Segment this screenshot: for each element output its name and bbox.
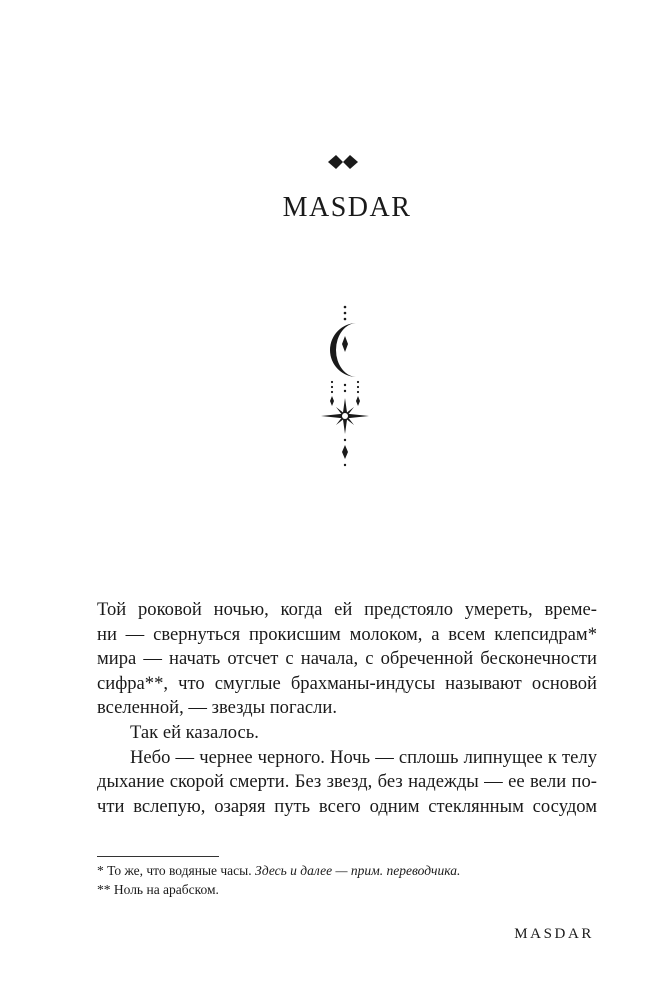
crescent-moon-star-icon — [305, 300, 385, 475]
footnote-1-note: Здесь и далее — прим. переводчика. — [255, 863, 461, 878]
footnote-divider — [97, 856, 219, 857]
footnote-1-text: * То же, что водяные часы. — [97, 863, 255, 878]
text-line: Той роковой ночью, когда ей предстояло умереть, време- — [97, 599, 597, 620]
chapter-title: MASDAR — [282, 192, 412, 223]
text-line: Так ей казалось. — [130, 721, 259, 743]
body-text — [97, 598, 597, 819]
double-diamond-icon — [326, 152, 360, 172]
text-line: чти вслепую, озаряя путь всего одним стеклянным сосудом — [97, 795, 597, 817]
footnote-2: ** Ноль на арабском. — [97, 882, 219, 897]
text-line: Небо — чернее черного. Ночь — сплошь липнущее к телу — [130, 746, 597, 768]
text-line: сифра**, что смуглые брахманы-индусы называют основой — [97, 672, 597, 694]
text-line: мира — начать отсчет с начала, с обреченной бесконечности — [97, 648, 597, 670]
text-line: дыхание скорой смерти. Без звезд, без надежды — ее вели по- — [97, 771, 597, 793]
footnotes — [97, 861, 597, 899]
text-line: вселенной, — звезды погасли. — [97, 697, 337, 719]
text-line: ни — свернуться прокисшим молоком, а всем клепсидрам* — [97, 623, 597, 645]
footnote-1 — [97, 861, 597, 880]
running-head: MASDAR — [514, 926, 594, 942]
